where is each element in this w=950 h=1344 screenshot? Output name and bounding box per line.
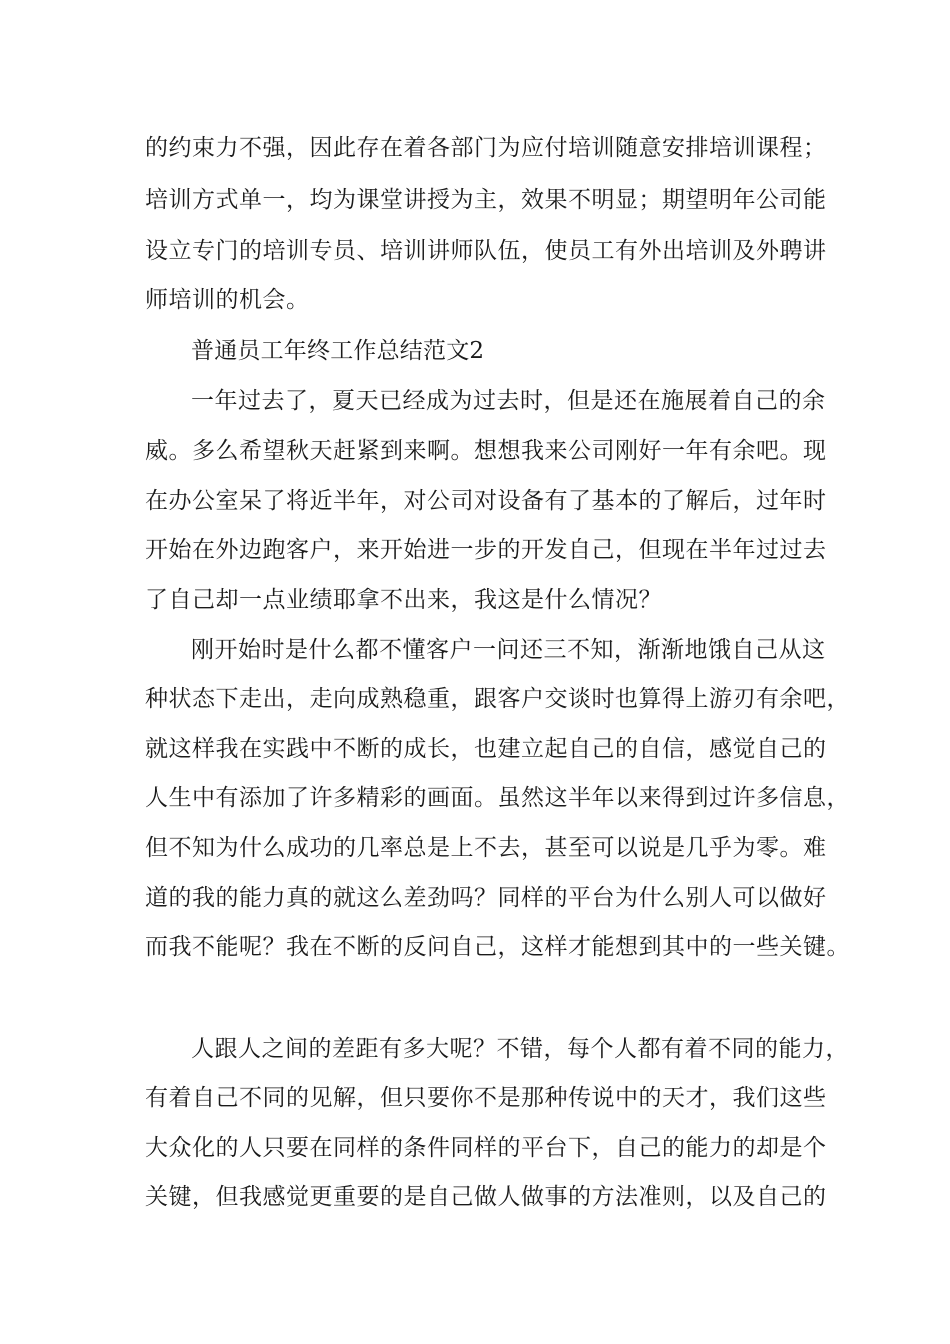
text-line: 就这样我在实践中不断的成长，也建立起自己的自信，感觉自己的: [145, 736, 827, 762]
text-line: 有着自己不同的见解，但只要你不是那种传说中的天才，我们这些: [145, 1085, 827, 1111]
text-line: 威。多么希望秋天赶紧到来啊。想想我来公司刚好一年有余吧。现: [145, 438, 827, 464]
section-heading: 普通员工年终工作总结范文2: [191, 338, 485, 364]
text-line: 开始在外边跑客户，来开始进一步的开发自己，但现在半年过过去: [145, 537, 827, 563]
text-line: 在办公室呆了将近半年，对公司对设备有了基本的了解后，过年时: [145, 488, 827, 514]
text-line: 道的我的能力真的就这么差劲吗？同样的平台为什么别人可以做好: [145, 885, 827, 911]
text-line: 大众化的人只要在同样的条件同样的平台下，自己的能力的却是个: [145, 1135, 827, 1161]
paragraph-first-line: 一年过去了，夏天已经成为过去时，但是还在施展着自己的余: [191, 388, 826, 414]
text-line: 师培训的机会。: [145, 287, 310, 313]
text-line: 而我不能呢？我在不断的反问自己，这样才能想到其中的一些关键。: [145, 934, 850, 960]
text-line: 的约束力不强，因此存在着各部门为应付培训随意安排培训课程；: [145, 135, 827, 161]
text-line: 关键，但我感觉更重要的是自己做人做事的方法准则，以及自己的: [145, 1184, 827, 1210]
text-line: 人生中有添加了许多精彩的画面。虽然这半年以来得到过许多信息，: [145, 785, 850, 811]
paragraph-first-line: 人跟人之间的差距有多大呢？不错，每个人都有着不同的能力，: [191, 1036, 849, 1062]
paragraph-first-line: 刚开始时是什么都不懂客户一问还三不知，渐渐地饿自己从这: [191, 637, 826, 663]
text-line: 设立专门的培训专员、培训讲师队伍，使员工有外出培训及外聘讲: [145, 238, 827, 264]
text-line: 但不知为什么成功的几率总是上不去，甚至可以说是几乎为零。难: [145, 835, 827, 861]
text-line: 了自己却一点业绩耶拿不出来，我这是什么情况？: [145, 587, 662, 613]
text-line: 种状态下走出，走向成熟稳重，跟客户交谈时也算得上游刃有余吧，: [145, 686, 850, 712]
text-line: 培训方式单一，均为课堂讲授为主，效果不明显；期望明年公司能: [145, 187, 827, 213]
